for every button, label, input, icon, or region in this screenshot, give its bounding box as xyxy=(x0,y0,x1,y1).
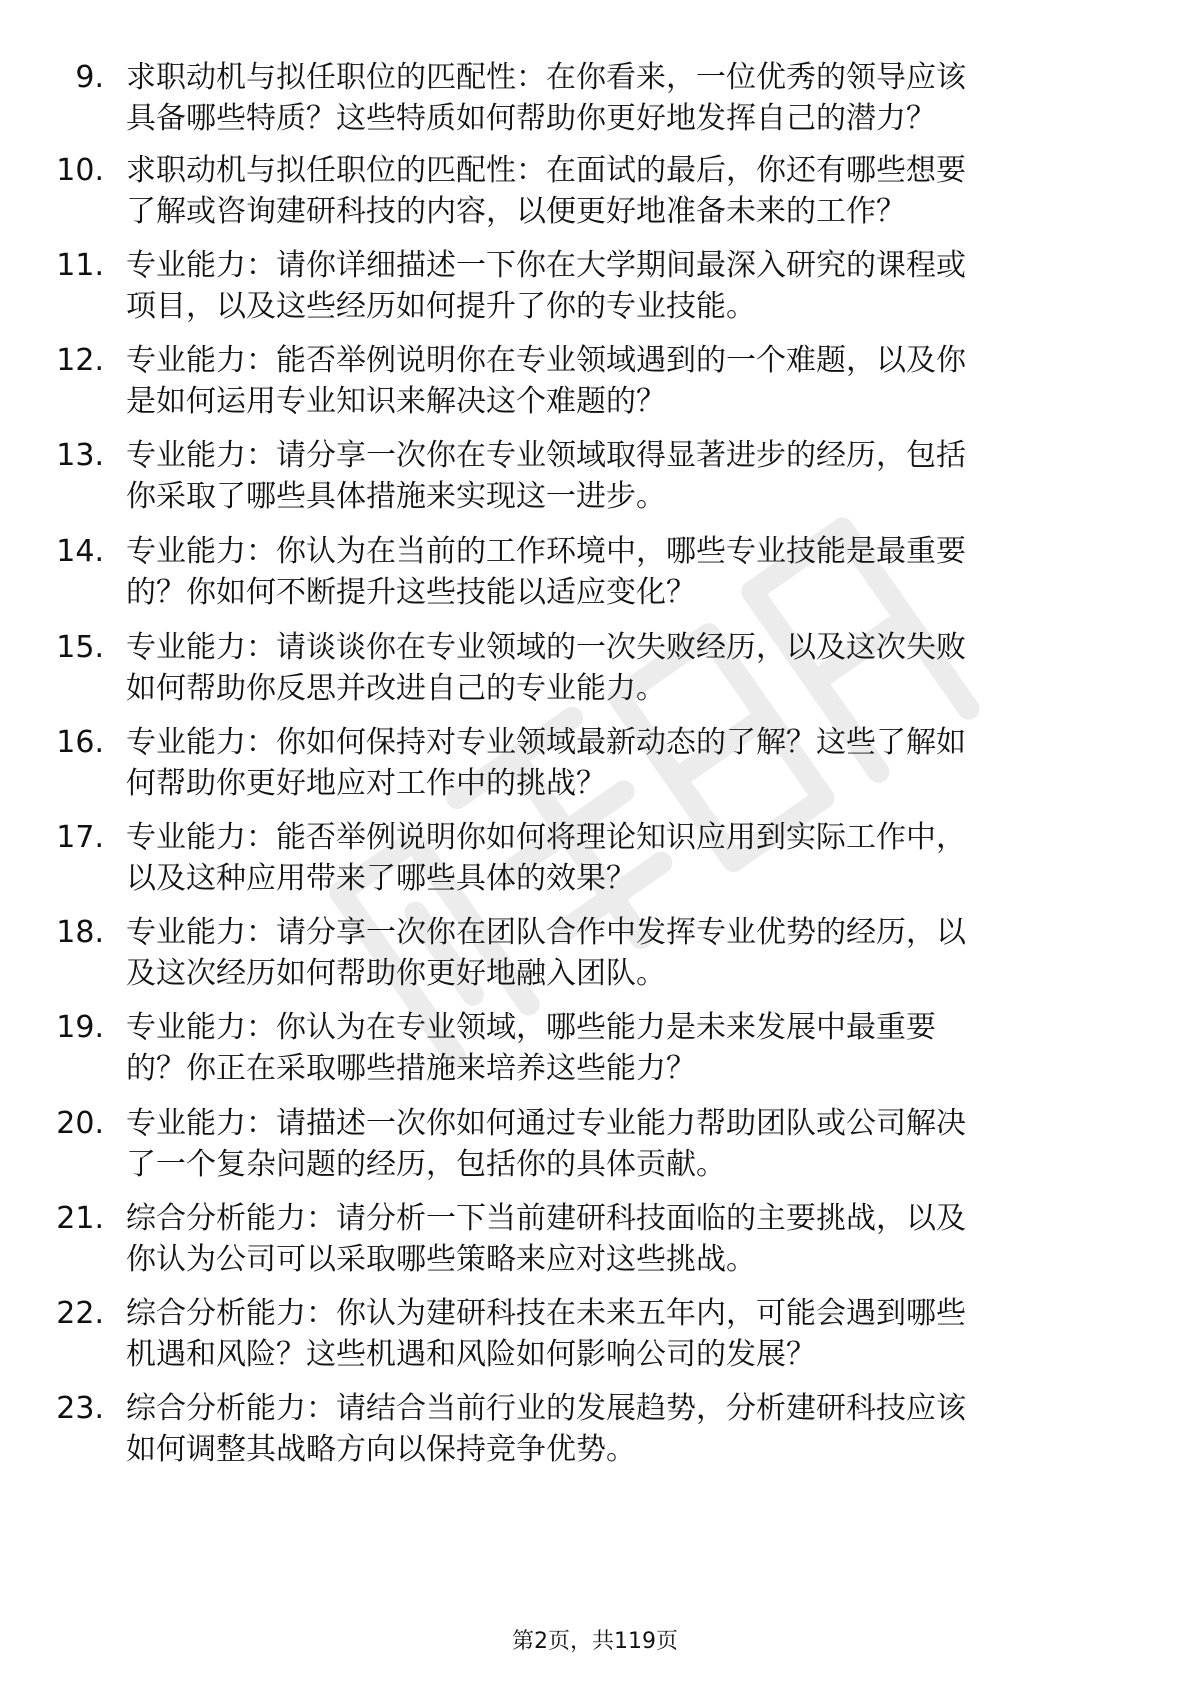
list-item xyxy=(0,246,1190,336)
list-item xyxy=(0,723,1190,813)
list-item xyxy=(0,818,1190,908)
page-number-footer: 第2页，共119页 xyxy=(512,1629,678,1654)
question-text-line1: 专业能力：你认为在专业领域，哪些能力是未来发展中最重要 xyxy=(126,1010,936,1045)
question-text-line1: 专业能力：请分享一次你在专业领域取得显著进步的经历，包括 xyxy=(126,438,966,473)
question-text-line1: 求职动机与拟任职位的匹配性：在你看来，一位优秀的领导应该 xyxy=(126,60,966,95)
question-number: 10. xyxy=(56,153,104,188)
question-text-line1: 专业能力：请你详细描述一下你在大学期间最深入研究的课程或 xyxy=(126,248,966,283)
question-text-line1: 专业能力：能否举例说明你如何将理论知识应用到实际工作中， xyxy=(126,820,966,855)
question-text-line1: 综合分析能力：请分析一下当前建研科技面临的主要挑战，以及 xyxy=(126,1201,966,1236)
question-number: 18. xyxy=(56,915,104,950)
question-text-line1: 综合分析能力：你认为建研科技在未来五年内，可能会遇到哪些 xyxy=(126,1296,966,1331)
list-item xyxy=(0,532,1190,622)
question-number: 16. xyxy=(56,725,104,760)
question-text-line2: 具备哪些特质？这些特质如何帮助你更好地发挥自己的潜力？ xyxy=(126,101,936,136)
question-number: 12. xyxy=(56,343,104,378)
question-text-line2: 你认为公司可以采取哪些策略来应对这些挑战。 xyxy=(126,1242,756,1277)
question-number: 15. xyxy=(56,630,104,665)
question-text-line1: 求职动机与拟任职位的匹配性：在面试的最后，你还有哪些想要 xyxy=(126,153,966,188)
list-item xyxy=(0,913,1190,1003)
question-text-line1: 专业能力：你认为在当前的工作环境中，哪些专业技能是最重要 xyxy=(126,534,966,569)
question-text-line1: 专业能力：请分享一次你在团队合作中发挥专业优势的经历，以 xyxy=(126,915,966,950)
question-text-line2: 以及这种应用带来了哪些具体的效果？ xyxy=(126,861,636,896)
question-text-line2: 是如何运用专业知识来解决这个难题的？ xyxy=(126,384,666,419)
question-text-line1: 专业能力：请描述一次你如何通过专业能力帮助团队或公司解决 xyxy=(126,1106,966,1141)
question-text-line2: 的？你如何不断提升这些技能以适应变化？ xyxy=(126,575,696,610)
question-text-line2: 项目，以及这些经历如何提升了你的专业技能。 xyxy=(126,289,756,324)
question-number: 20. xyxy=(56,1106,104,1141)
list-item xyxy=(0,1008,1190,1098)
question-number: 11. xyxy=(56,248,104,283)
question-number: 21. xyxy=(56,1201,104,1236)
list-item xyxy=(0,1389,1190,1479)
question-text-line2: 你采取了哪些具体措施来实现这一进步。 xyxy=(126,479,666,514)
list-item xyxy=(0,341,1190,431)
list-item xyxy=(0,151,1190,241)
question-number: 13. xyxy=(56,438,104,473)
question-number: 9. xyxy=(75,60,104,95)
list-item xyxy=(0,1294,1190,1384)
list-item xyxy=(0,1104,1190,1194)
question-text-line1: 专业能力：能否举例说明你在专业领域遇到的一个难题，以及你 xyxy=(126,343,966,378)
question-text-line2: 如何调整其战略方向以保持竞争优势。 xyxy=(126,1432,636,1467)
question-text-line1: 专业能力：请谈谈你在专业领域的一次失败经历，以及这次失败 xyxy=(126,630,966,665)
question-text-line2: 如何帮助你反思并改进自己的专业能力。 xyxy=(126,671,666,706)
list-item xyxy=(0,1199,1190,1289)
question-text-line2: 及这次经历如何帮助你更好地融入团队。 xyxy=(126,956,666,991)
question-text-line2: 了解或咨询建研科技的内容，以便更好地准备未来的工作？ xyxy=(126,194,906,229)
question-text-line2: 了一个复杂问题的经历，包括你的具体贡献。 xyxy=(126,1147,726,1182)
question-number: 14. xyxy=(56,534,104,569)
question-number: 17. xyxy=(56,820,104,855)
question-number: 22. xyxy=(56,1296,104,1331)
question-text-line2: 的？你正在采取哪些措施来培养这些能力？ xyxy=(126,1051,696,1086)
list-item xyxy=(0,628,1190,718)
question-text-line2: 机遇和风险？这些机遇和风险如何影响公司的发展？ xyxy=(126,1337,816,1372)
list-item xyxy=(0,58,1190,148)
question-text-line1: 综合分析能力：请结合当前行业的发展趋势，分析建研科技应该 xyxy=(126,1391,966,1426)
list-item xyxy=(0,436,1190,526)
question-text-line1: 专业能力：你如何保持对专业领域最新动态的了解？这些了解如 xyxy=(126,725,966,760)
question-number: 19. xyxy=(56,1010,104,1045)
question-number: 23. xyxy=(56,1391,104,1426)
question-text-line2: 何帮助你更好地应对工作中的挑战？ xyxy=(126,766,606,801)
